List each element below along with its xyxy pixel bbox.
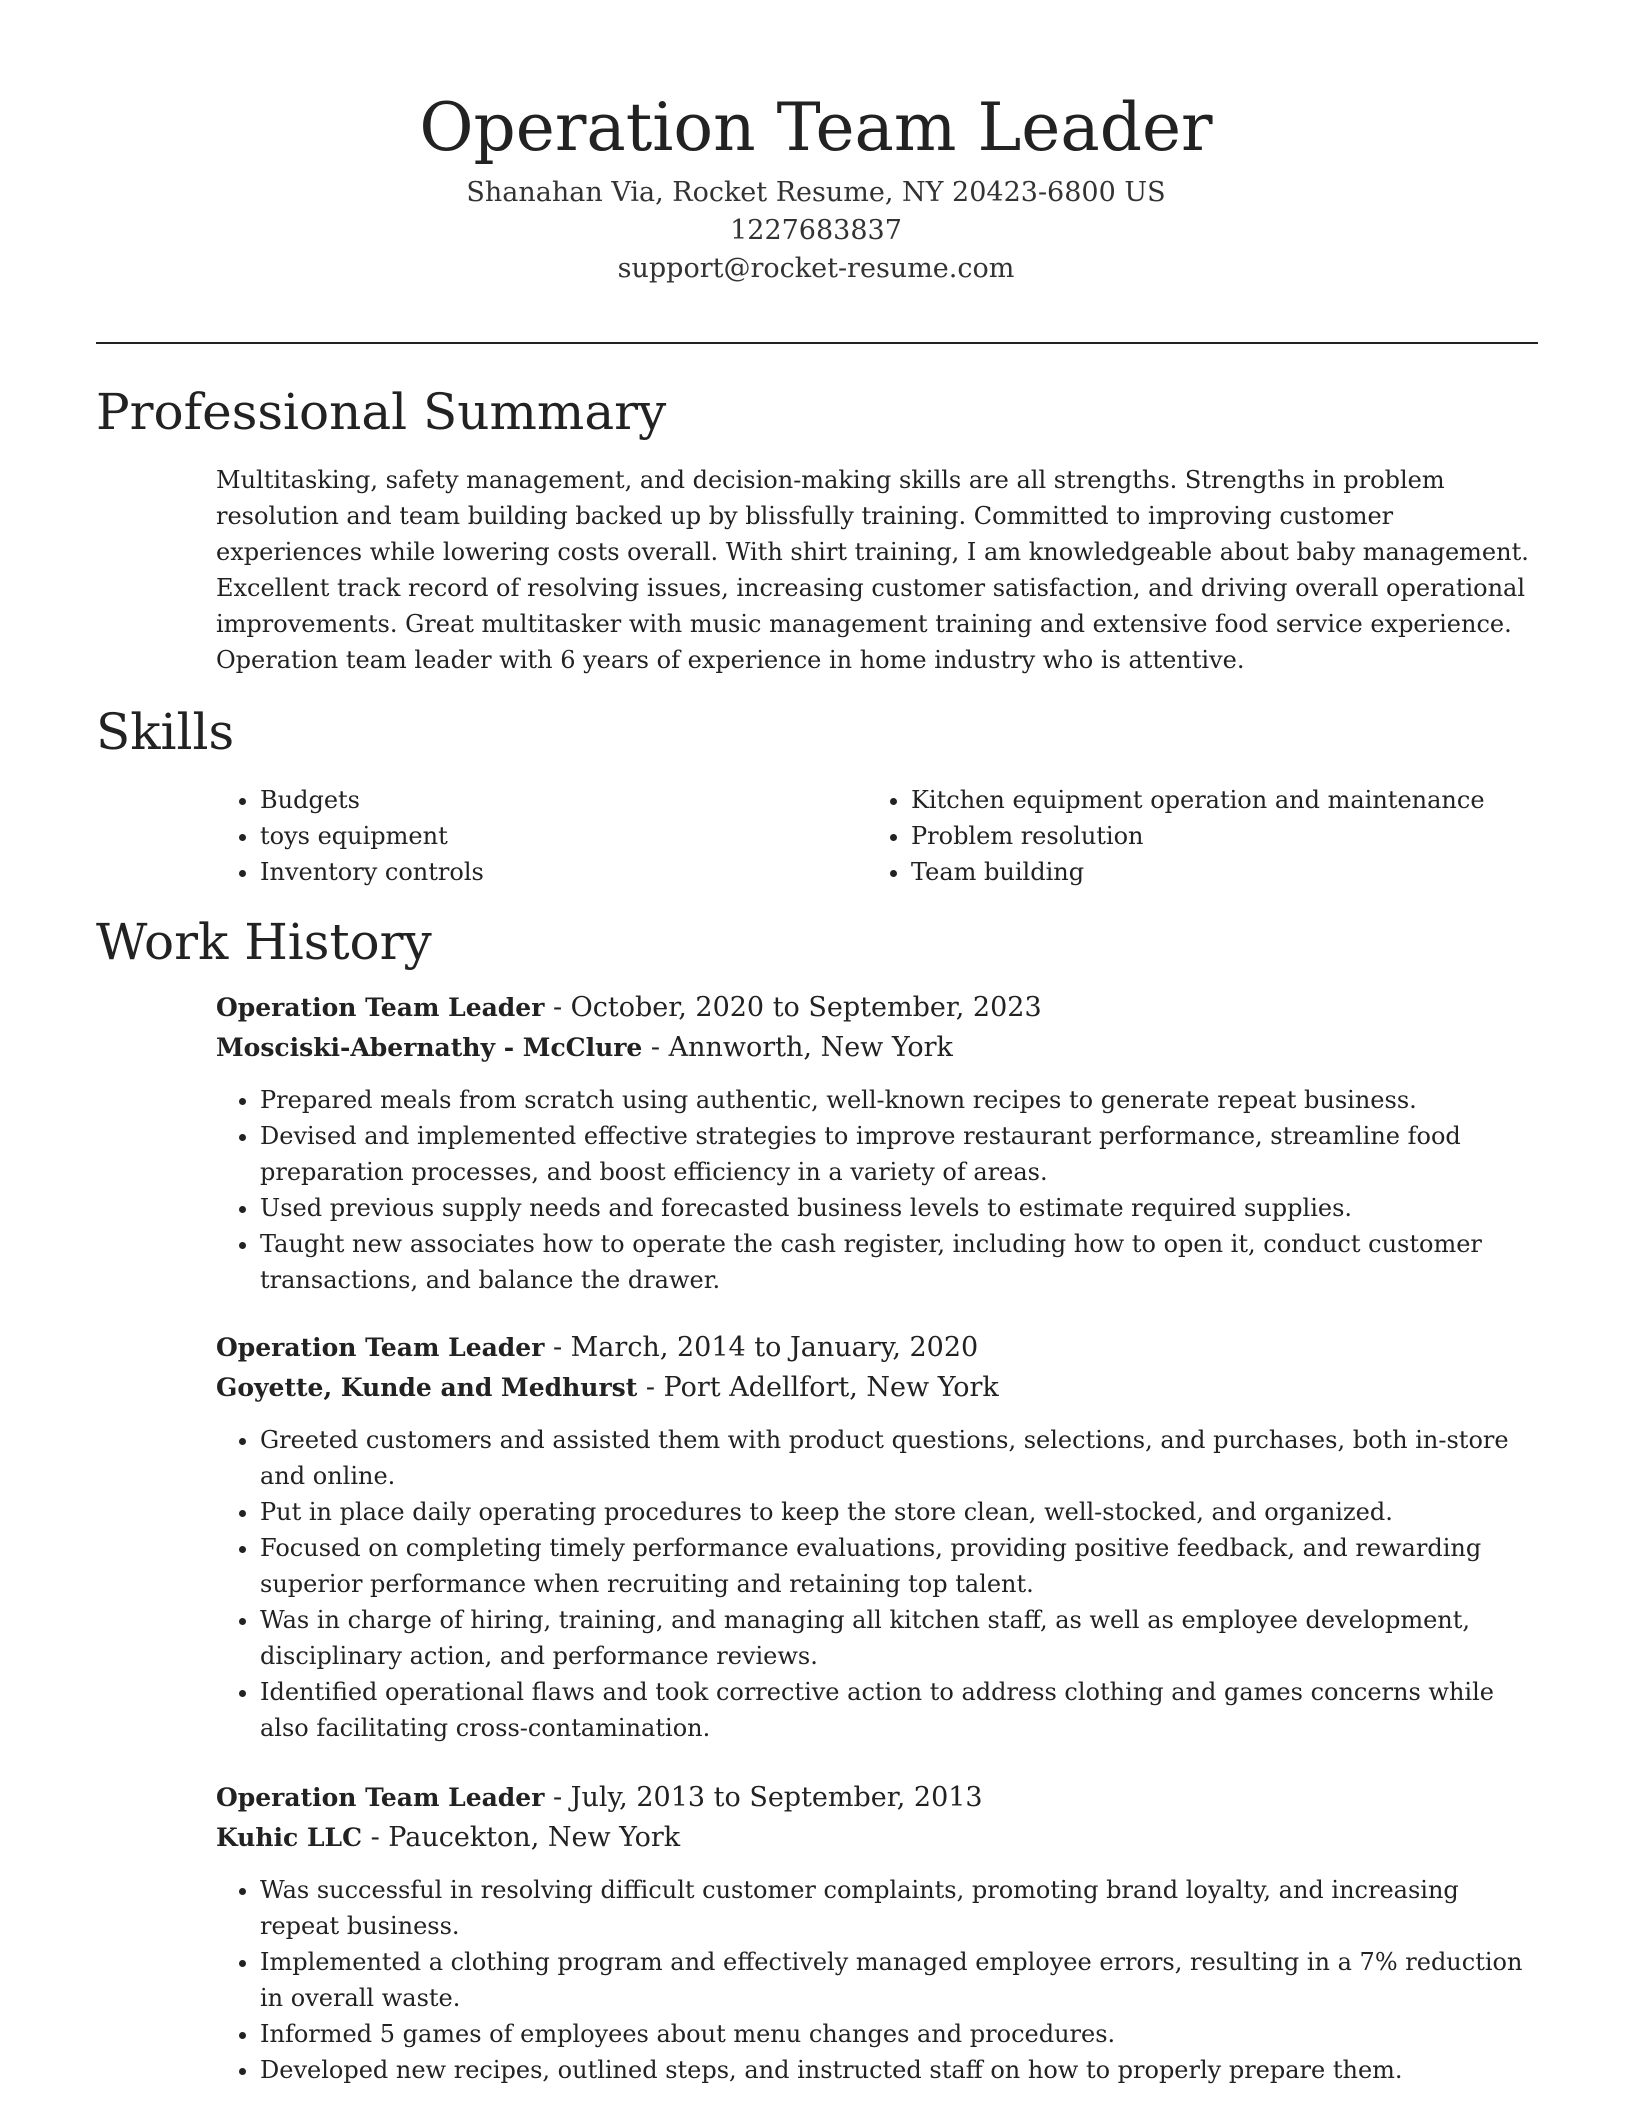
job-bullets	[216, 1872, 1544, 2088]
skills-heading: Skills	[96, 703, 235, 761]
job-dates: - July, 2013 to September, 2013	[544, 1782, 983, 1813]
job-role: Operation Team Leader	[216, 1333, 545, 1362]
job-bullet: • Developed new recipes, outlined steps, and instructed staff on how to properly prepare them.	[260, 2052, 1544, 2088]
job-company: Kuhic LLC	[216, 1823, 363, 1852]
contact-address: Shanahan Via, Rocket Resume, NY 20423-6800 US	[466, 177, 1166, 208]
job-role: Operation Team Leader	[216, 993, 545, 1022]
skills-column-right	[867, 782, 1518, 890]
contact-email[interactable]: support@rocket-resume.com	[617, 253, 1015, 284]
skills-list	[216, 782, 1538, 890]
resume-name: Operation Team Leader	[419, 89, 1213, 166]
job-bullet: • Informed 5 games of employees about menu changes and procedures.	[260, 2016, 1544, 2052]
job-company-line	[216, 1368, 1544, 1408]
contact-phone: 1227683837	[730, 215, 902, 246]
job-bullet: • Identified operational flaws and took corrective action to address clothing and games concerns while also facilitating cross-contamination.	[260, 1674, 1544, 1746]
job-bullet: • Implemented a clothing program and effectively managed employee errors, resulting in a 7% reduction in overall waste.	[260, 1944, 1544, 2016]
job-bullet: • Put in place daily operating procedures to keep the store clean, well-stocked, and organized.	[260, 1494, 1544, 1530]
job-bullet: • Taught new associates how to operate the cash register, including how to open it, conduct customer transactions, and balance the drawer.	[260, 1226, 1544, 1298]
job-bullet: • Greeted customers and assisted them with product questions, selections, and purchases, both in-store and online.	[260, 1422, 1544, 1494]
skill-item: • Team building	[911, 854, 1518, 890]
job-entry	[216, 1328, 1544, 1746]
job-company-line	[216, 1818, 1544, 1858]
summary-text: Multitasking, safety management, and decision-making skills are all strengths. Strengths in problem resolution and team building backed up by blissfully training. Committed to improving customer experiences while lowering costs overall. With shirt training, I am knowledgeable about baby management. Excellent track record of resolving issues, increasing customer satisfaction, and driving overall operational improvements. Great multitasker with music management training and extensive food service experience. Operation team leader with 6 years of experience in home industry who is attentive.	[216, 466, 1529, 674]
job-location: - Paucekton, New York	[362, 1822, 681, 1853]
job-bullet: • Was successful in resolving difficult customer complaints, promoting brand loyalty, and increasing repeat business.	[260, 1872, 1544, 1944]
job-bullet: • Devised and implemented effective strategies to improve restaurant performance, streamline food preparation processes, and boost efficiency in a variety of areas.	[260, 1118, 1544, 1190]
skill-item: • Inventory controls	[260, 854, 867, 890]
job-bullet: • Used previous supply needs and forecasted business levels to estimate required supplies.	[260, 1190, 1544, 1226]
job-company-line	[216, 1028, 1544, 1068]
skill-item: • Problem resolution	[911, 818, 1518, 854]
job-dates: - October, 2020 to September, 2023	[544, 992, 1042, 1023]
job-company: Goyette, Kunde and Medhurst	[216, 1373, 638, 1402]
job-bullet: • Prepared meals from scratch using authentic, well-known recipes to generate repeat business.	[260, 1082, 1544, 1118]
work-history-heading: Work History	[96, 913, 432, 971]
skill-item: • Kitchen equipment operation and maintenance	[911, 782, 1518, 818]
job-entry	[216, 988, 1544, 1298]
header-divider	[96, 342, 1538, 344]
job-dates: - March, 2014 to January, 2020	[544, 1332, 979, 1363]
resume-header	[0, 0, 1632, 288]
job-bullet: • Was in charge of hiring, training, and managing all kitchen staff, as well as employee development, disciplinary action, and performance reviews.	[260, 1602, 1544, 1674]
job-location: - Annworth, New York	[642, 1032, 953, 1063]
job-title-line	[216, 1328, 1544, 1368]
skill-item: • Budgets	[260, 782, 867, 818]
job-title-line	[216, 1778, 1544, 1818]
job-entry	[216, 1778, 1544, 2088]
summary-heading: Professional Summary	[96, 383, 667, 441]
skill-item: • toys equipment	[260, 818, 867, 854]
job-location: - Port Adellfort, New York	[637, 1372, 999, 1403]
skills-column-left	[216, 782, 867, 890]
job-bullet: • Focused on completing timely performance evaluations, providing positive feedback, and rewarding superior performance when recruiting and retaining top talent.	[260, 1530, 1544, 1602]
job-company: Mosciski-Abernathy - McClure	[216, 1033, 643, 1062]
job-title-line	[216, 988, 1544, 1028]
job-bullets	[216, 1422, 1544, 1746]
job-role: Operation Team Leader	[216, 1783, 545, 1812]
job-bullets	[216, 1082, 1544, 1298]
